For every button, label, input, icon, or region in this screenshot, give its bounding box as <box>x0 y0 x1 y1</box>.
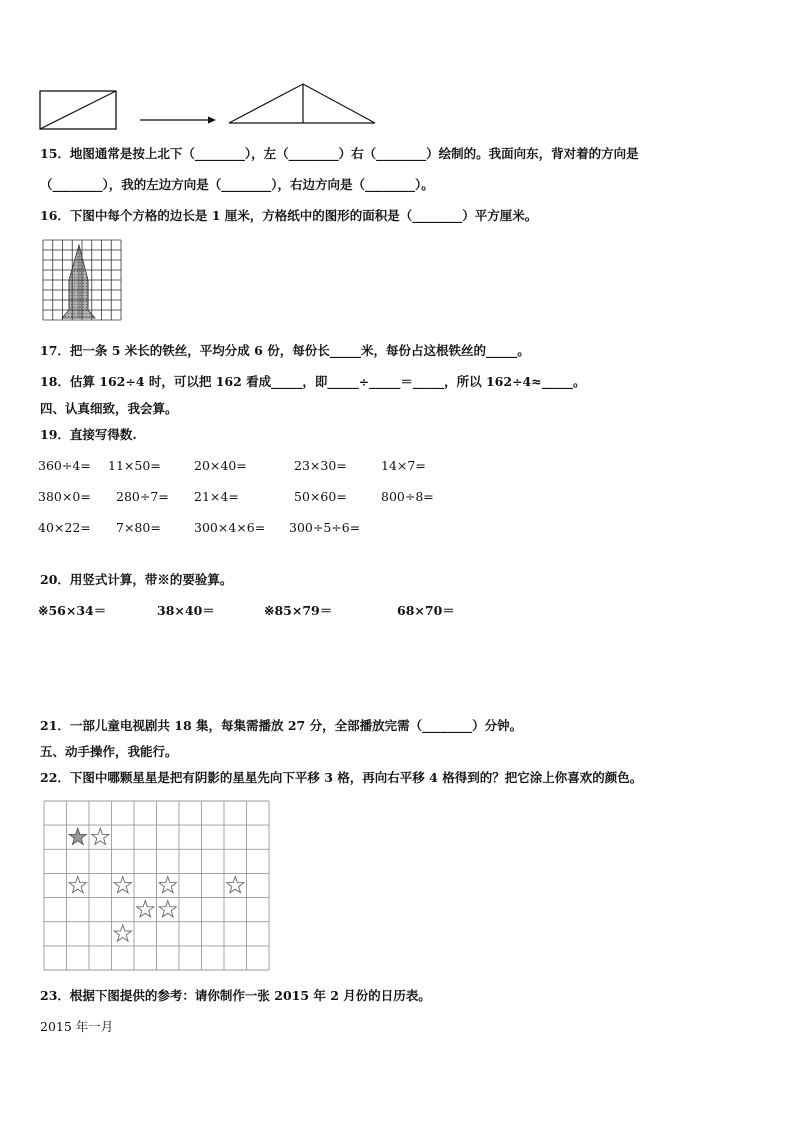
section-5-title: 五、动手操作，我能行。 <box>40 744 178 759</box>
question-17-text: 17．把一条 5 米长的铁丝，平均分成 6 份，每份长_____米，每份占这根铁丝的_____。 <box>40 343 530 358</box>
calc-item: 21×4= <box>194 489 239 504</box>
calc-item: 300÷5÷6= <box>289 520 361 535</box>
star-outline-icon[interactable] <box>114 925 131 941</box>
question-20-title: 20．用竖式计算，带※的要验算。 <box>40 572 233 587</box>
question-22-text: 22．下图中哪颗星星是把有阴影的星星先向下平移 3 格，再向右平移 4 格得到的？把它涂上你喜欢的颜色。 <box>40 770 643 785</box>
rectangle-to-triangle-icon <box>38 88 378 133</box>
calc-item: 380×0= <box>38 489 91 504</box>
star-outline-icon[interactable] <box>92 828 109 844</box>
calc-item: 300×4×6= <box>194 520 266 535</box>
question-19-title: 19．直接写得数. <box>40 427 137 442</box>
star-outline-icon[interactable] <box>159 901 176 917</box>
vertical-calc-item: 38×40＝ <box>157 603 215 618</box>
question-18-text: 18．估算 162÷4 时，可以把 162 看成_____，即_____÷_____＝_____，所以 162÷4≈_____。 <box>40 374 586 389</box>
question-15-line-1: 15．地图通常是按上北下（________），左（________）右（________）绘制的。我面向东，背对着的方向是 <box>40 146 639 161</box>
calc-item: 11×50= <box>108 458 161 473</box>
calc-item: 40×22= <box>38 520 91 535</box>
vertical-calc-item: 68×70＝ <box>397 603 455 618</box>
calc-item: 280÷7= <box>116 489 169 504</box>
star-outline-icon[interactable] <box>69 877 86 893</box>
question-23-text: 23．根据下图提供的参考：请你制作一张 2015 年 2 月份的日历表。 <box>40 988 431 1003</box>
shaded-rocket-on-grid-icon <box>43 240 121 320</box>
star-outline-icon[interactable] <box>159 877 176 893</box>
calc-item: 50×60= <box>294 489 347 504</box>
calc-item: 7×80= <box>116 520 161 535</box>
star-grid <box>44 801 270 971</box>
vertical-calc-item: ※85×79＝ <box>264 603 333 618</box>
star-outline-icon[interactable] <box>114 877 131 893</box>
question-15-line-2: （________），我的左边方向是（________），右边方向是（________）。 <box>40 177 434 192</box>
calc-item: 23×30= <box>294 458 347 473</box>
calc-item: 14×7= <box>381 458 426 473</box>
star-outline-icon[interactable] <box>137 901 154 917</box>
calendar-caption: 2015 年一月 <box>40 1019 114 1034</box>
vertical-calc-item: ※56×34＝ <box>38 603 107 618</box>
question-21-text: 21．一部儿童电视剧共 18 集，每集需播放 27 分，全部播放完需（________）分钟。 <box>40 718 523 733</box>
calc-item: 20×40= <box>194 458 247 473</box>
star-outline-icon[interactable] <box>227 877 244 893</box>
calc-item: 800÷8= <box>381 489 434 504</box>
section-4-title: 四、认真细致，我会算。 <box>40 401 178 416</box>
star-shaded-icon <box>69 828 86 844</box>
question-16-text: 16．下图中每个方格的边长是 1 厘米，方格纸中的图形的面积是（________）平方厘米。 <box>40 208 538 223</box>
calc-item: 360÷4= <box>38 458 91 473</box>
